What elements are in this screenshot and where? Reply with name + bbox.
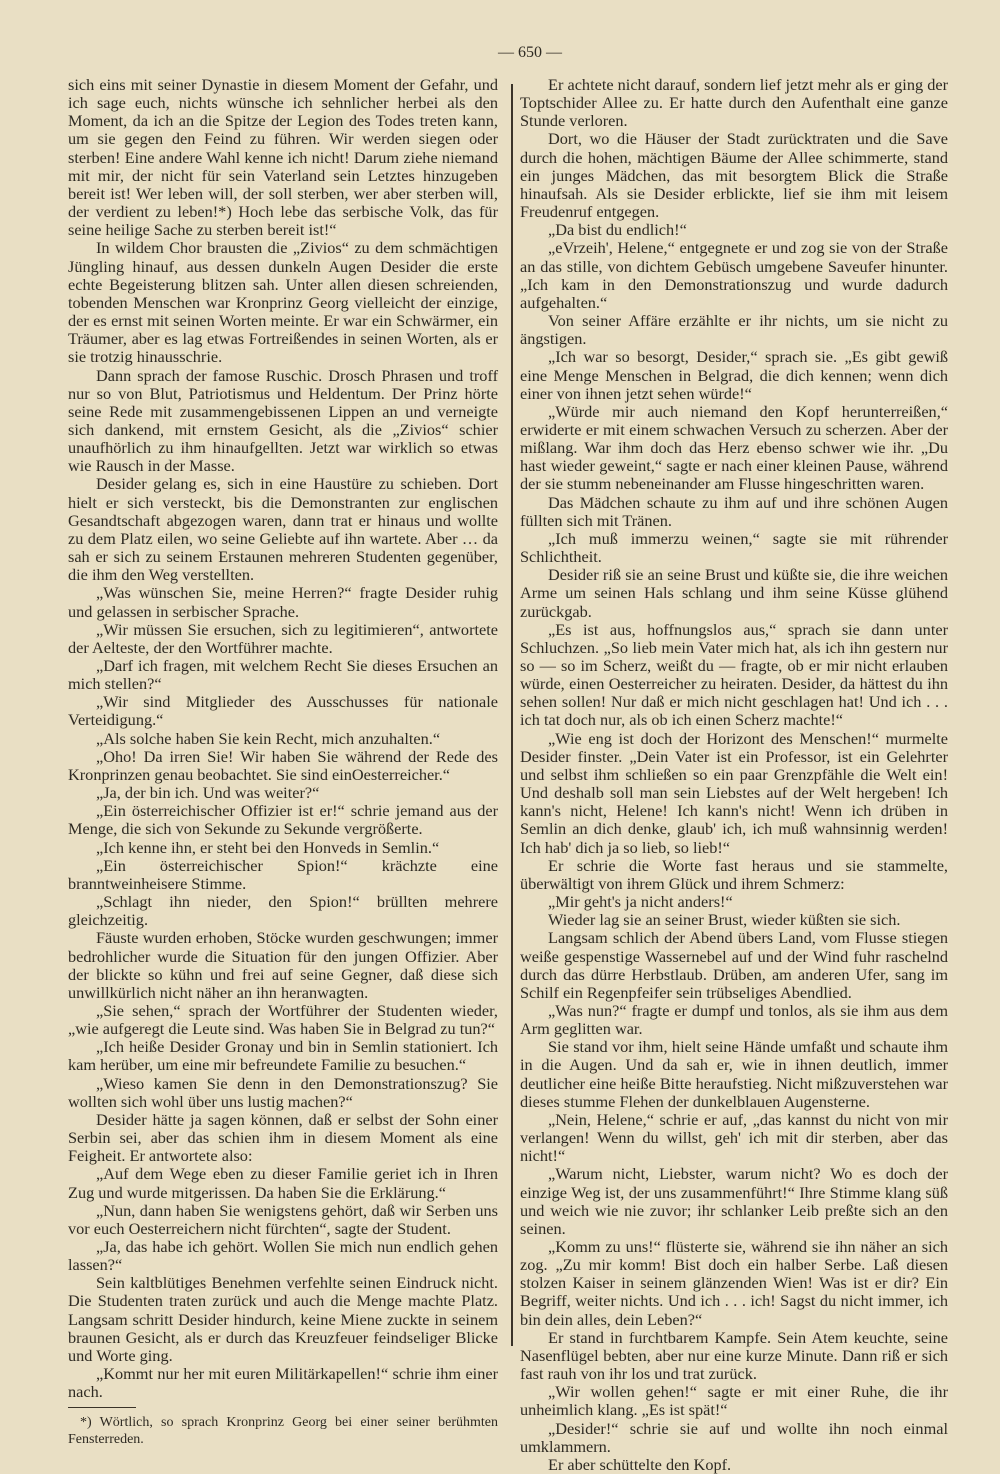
column-divider — [511, 84, 513, 1346]
paragraph: Er stand in furchtbarem Kampfe. Sein Atem keuchte, seine Nasenflügel bebten, aber nur eine kurze Minute. Dann riß er sich fast rauh von ihr los und trat zurück. — [520, 1327, 948, 1384]
paragraph: Er schrie die Worte fast heraus und sie stammelte, überwältigt von ihrem Glück und ihrem Schmerz: — [520, 855, 948, 893]
paragraph: „Ich heiße Desider Gronay und bin in Semlin stationiert. Ich kam herüber, um eine mir befreundete Familie zu besuchen.“ — [68, 1037, 498, 1075]
footnote: *) Wörtlich, so sprach Kronprinz Georg bei einer seiner berühmten Fensterreden. — [68, 1415, 498, 1448]
paragraph: „Wir wollen gehen!“ sagte er mit einer Ruhe, die ihr unheimlich klang. „Es ist spät!“ — [520, 1382, 948, 1420]
paragraph: „Desider!“ schrie sie auf und wollte ihn noch einmal umklammern. — [520, 1418, 948, 1456]
paragraph: „Ich kenne ihn, er steht bei den Honveds in Semlin.“ — [96, 837, 440, 857]
paragraph: „Wir sind Mitglieder des Ausschusses für nationale Verteidigung.“ — [68, 692, 498, 730]
paragraph: „Da bist du endlich!“ — [548, 220, 687, 240]
left-column — [68, 76, 498, 1448]
paragraph: „Auf dem Wege eben zu dieser Familie geriet ich in Ihren Zug und wurde mitgerissen. Da haben Sie die Erklärung.“ — [68, 1164, 498, 1202]
paragraph: „Schlagt ihn nieder, den Spion!“ brüllten mehrere gleichzeitig. — [68, 892, 498, 930]
paragraph: Das Mädchen schaute zu ihm auf und ihre schönen Augen füllten sich mit Tränen. — [520, 492, 948, 530]
paragraph: Dann sprach der famose Ruschic. Drosch Phrasen und troff nur so von Blut, Patriotismus und Heldentum. Der Prinz hörte seine Rede mit zusammengebissenen Lippen an und verneigte sich dankend, mit ernstem Gesicht, als die „Zivios“ schier unaufhörlich zu ihm hinaufgellten. Jetzt war wirklich so etwas wie Rausch in der Masse. — [68, 365, 498, 476]
paragraph: Desider riß sie an seine Brust und küßte sie, die ihre weichen Arme um seinen Hals schlang und ihm seine Küsse glühend zurückgab. — [520, 565, 948, 621]
paragraph: Langsam schlich der Abend übers Land, vom Flusse stiegen weiße gespenstige Wassernebel auf und der Wind fuhr raschelnd durch das dürre Herbstlaub. Drüben, am anderen Ufer, sang im Schilf ein Regenpfeifer sein trübseliges Abendlied. — [520, 928, 948, 1002]
paragraph: „Was nun?“ fragte er dumpf und tonlos, als sie ihm aus dem Arm geglitten war. — [520, 1000, 948, 1039]
paragraph: sich eins mit seiner Dynastie in diesem Moment der Gefahr, und ich sage euch, nichts wünsche ich sehnlicher herbei als den Moment, da ich an die Spitze der Legion des Todes treten kann, um sie gegen den Feind zu führen. Wir werden siegen oder sterben! Eine andere Wahl kenne ich nicht! Darum ziehe niemand mit mir, der nicht für sein Vaterland sein Letztes hinzugeben bereit ist! Wer leben will, der soll sterben, wer aber sterben will, der verdient zu leben!*) Hoch lebe das serbische Volk, das für seine heilige Sache zu sterben bereit ist!“ — [68, 75, 498, 240]
footnote-divider — [68, 1407, 136, 1408]
paragraph: „Warum nicht, Liebster, warum nicht? Wo es doch der einzige Weg ist, der uns zusammenführt!“ Ihre Stimme klang süß und weich wie nie zuvor; ihr schlanker Leib preßte sich an den seinen. — [520, 1164, 948, 1238]
paragraph: „Als solche haben Sie kein Recht, mich anzuhalten.“ — [96, 728, 441, 748]
paragraph: Sein kaltblütiges Benehmen verfehlte seinen Eindruck nicht. Die Studenten traten zurück und auch die Menge machte Platz. Langsam schritt Desider hindurch, keine Miene zuckte in seinem braunen Gesicht, als er durch das Kreuzfeuer feindseliger Blicke und Worte ging. — [68, 1273, 498, 1365]
paragraph: Sie stand vor ihm, hielt seine Hände umfaßt und schaute ihm in die Augen. Und da sah er, wie in ihnen deutlich, immer deutlicher eine heiße Bitte heraufstieg. Nicht mißzuverstehen war dieses stumme Flehen der dunkelblauen Augensterne. — [520, 1037, 948, 1111]
paragraph: „Es ist aus, hoffnungslos aus,“ sprach sie dann unter Schluchzen. „So lieb mein Vater mich hat, als ich ihn gestern nur so — so im Scherz, weißt du — fragte, ob er mir nicht erlauben würde, einen Oesterreicher zu heiraten. Desider, da hättest du ihn sehen sollen! Nur daß er mich nicht geschlagen hat! Und ich . . . ich tat doch nur, als ob ich einen Scherz machte!“ — [520, 619, 948, 730]
paragraph: „eVrzeih', Helene,“ entgegnete er und zog sie von der Straße an das stille, von dichtem Gebüsch umgebene Saveufer hinunter. „Ich kam in den Demonstrationszug und wurde dadurch aufgehalten.“ — [520, 238, 948, 312]
paragraph: „Ja, der bin ich. Und was weiter?“ — [96, 783, 320, 803]
paragraph: „Ja, das habe ich gehört. Wollen Sie mich nun endlich gehen lassen?“ — [68, 1237, 498, 1275]
paragraph: „Nun, dann haben Sie wenigstens gehört, daß wir Serben uns vor euch Oesterreichern nicht fürchten“, sagte der Student. — [68, 1200, 498, 1238]
paragraph: Er aber schüttelte den Kopf. — [548, 1454, 732, 1474]
paragraph: „Komm zu uns!“ flüsterte sie, während sie ihn näher an sich zog. „Zu mir komm! Bist doch ein halber Serbe. Laß diesen stolzen Kaiser in seinem glänzenden Wien! Was ist er dir? Ein Begriff, weiter nichts. Und ich . . . ich! Sagst du nicht immer, ich bin dein alles, dein Leben?“ — [520, 1237, 948, 1329]
paragraph: „Ich muß immerzu weinen,“ sagte sie mit rührender Schlichtheit. — [520, 528, 948, 567]
paragraph: „Ein österreichischer Spion!“ krächzte eine branntweinheisere Stimme. — [68, 855, 498, 893]
paragraph: „Nein, Helene,“ schrie er auf, „das kannst du nicht von mir verlangen! Wenn du willst, geh' ich mit dir sterben, aber das nicht!“ — [520, 1109, 948, 1166]
paragraph: „Darf ich fragen, mit welchem Recht Sie dieses Ersuchen an mich stellen?“ — [68, 656, 498, 694]
paragraph: Fäuste wurden erhoben, Stöcke wurden geschwungen; immer bedrohlicher wurde die Situation für den jungen Offizier. Aber der blickte so kühn und frei auf seine Gegner, daß diese sich unwillkürlich nicht näher an ihn heranwagten. — [68, 928, 498, 1002]
paragraph: „Ein österreichischer Offizier ist er!“ schrie jemand aus der Menge, die sich von Sekunde zu Sekunde vergrößerte. — [68, 801, 498, 839]
right-column-text — [520, 76, 948, 1474]
paragraph: Dort, wo die Häuser der Stadt zurücktraten und die Save durch die hohen, mächtigen Bäume der Allee schimmerte, stand ein junges Mädchen, das mit besorgtem Blick die Straße hinaufsah. Als sie Desider erblickte, lief sie ihm mit leisem Freudenruf entgegen. — [520, 129, 948, 222]
paragraph: „Sie sehen,“ sprach der Wortführer der Studenten wieder, „wie aufgeregt die Leute sind. Was haben Sie in Belgrad zu tun?“ — [68, 1000, 498, 1039]
paragraph: Desider gelang es, sich in eine Haustüre zu schieben. Dort hielt er sich versteckt, bis die Demonstranten zur englischen Gesandtschaft abgezogen waren, dann trat er hinaus und wollte zu dem Platz eilen, wo seine Geliebte auf ihn wartete. Aber … da sah er sich zu seinem Erstaunen mehreren Studenten gegenüber, die ihm den Weg verstellten. — [68, 474, 498, 585]
paragraph: Von seiner Affäre erzählte er ihr nichts, um sie nicht zu ängstigen. — [520, 311, 948, 349]
paragraph: „Würde mir auch niemand den Kopf herunterreißen,“ erwiderte er mit einem schwachen Versuch zu scherzen. Aber der mißlang. War ihm doch das Herz ebenso schwer wie ihr. „Du hast wieder geweint,“ sagte er nach einer kleinen Pause, während der sie stumm nebeneinander am Flusse hingeschritten waren. — [520, 401, 948, 494]
paragraph: „Kommt nur her mit euren Militärkapellen!“ schrie ihm einer nach. — [68, 1364, 498, 1402]
paragraph: „Wir müssen Sie ersuchen, sich zu legitimieren“, antwortete der Aelteste, der den Wortführer machte. — [68, 619, 498, 657]
paragraph: „Ich war so besorgt, Desider,“ sprach sie. „Es gibt gewiß eine Menge Menschen in Belgrad, die dich kennen; wenn dich einer von ihnen jetzt sehen würde!“ — [520, 347, 948, 403]
paragraph: „Wieso kamen Sie denn in den Demonstrationszug? Sie wollten sich wohl über uns lustig machen?“ — [68, 1073, 498, 1111]
paragraph: „Oho! Da irren Sie! Wir haben Sie während der Rede des Kronprinzen genau beobachtet. Sie sind einOesterreicher.“ — [68, 746, 498, 784]
paragraph: „Was wünschen Sie, meine Herren?“ fragte Desider ruhig und gelassen in serbischer Sprache. — [68, 583, 498, 621]
paragraph: In wildem Chor brausten die „Zivios“ zu dem schmächtigen Jüngling hinauf, aus dessen dunkeln Augen Desider die erste echte Begeisterung blitzen sah. Unter allen diesen schreienden, tobenden Menschen war Kronprinz Georg vielleicht der einzige, der es ernst mit seinen Worten meinte. Er war ein Schwärmer, ein Träumer, aber es lag etwas Fortreißendes in seinen Worten, als er sie trotzig hinausschrie. — [68, 238, 498, 367]
right-column — [520, 76, 948, 1474]
page-number: — 650 — — [498, 44, 562, 61]
paragraph: Desider hätte ja sagen können, daß er selbst der Sohn einer Serbin sei, aber das schien ihm in diesem Moment als eine Feigheit. Er antwortete also: — [68, 1109, 498, 1166]
paragraph: Wieder lag sie an seiner Brust, wieder küßten sie sich. — [548, 910, 901, 930]
paragraph: „Wie eng ist doch der Horizont des Menschen!“ murmelte Desider finster. „Dein Vater ist ein Professor, ist ein Gelehrter und selbst ihm schließen so ein paar Grenzpfähle die Welt ein! Und deshalb soll man sein Liebstes auf der Welt hergeben! Ich kann's nicht, Helene! Ich kann's nicht! Wenn ich drüben in Semlin an dich denke, glaub' ich, ich muß wahnsinnig werden! Ich hab' dich ja so lieb, so lieb!“ — [520, 728, 948, 857]
paragraph: Er achtete nicht darauf, sondern lief jetzt mehr als er ging der Toptschider Allee zu. Er hatte durch den Aufenthalt eine ganze Stunde verloren. — [520, 75, 948, 131]
left-column-text — [68, 76, 498, 1401]
paragraph: „Mir geht's ja nicht anders!“ — [548, 892, 733, 912]
